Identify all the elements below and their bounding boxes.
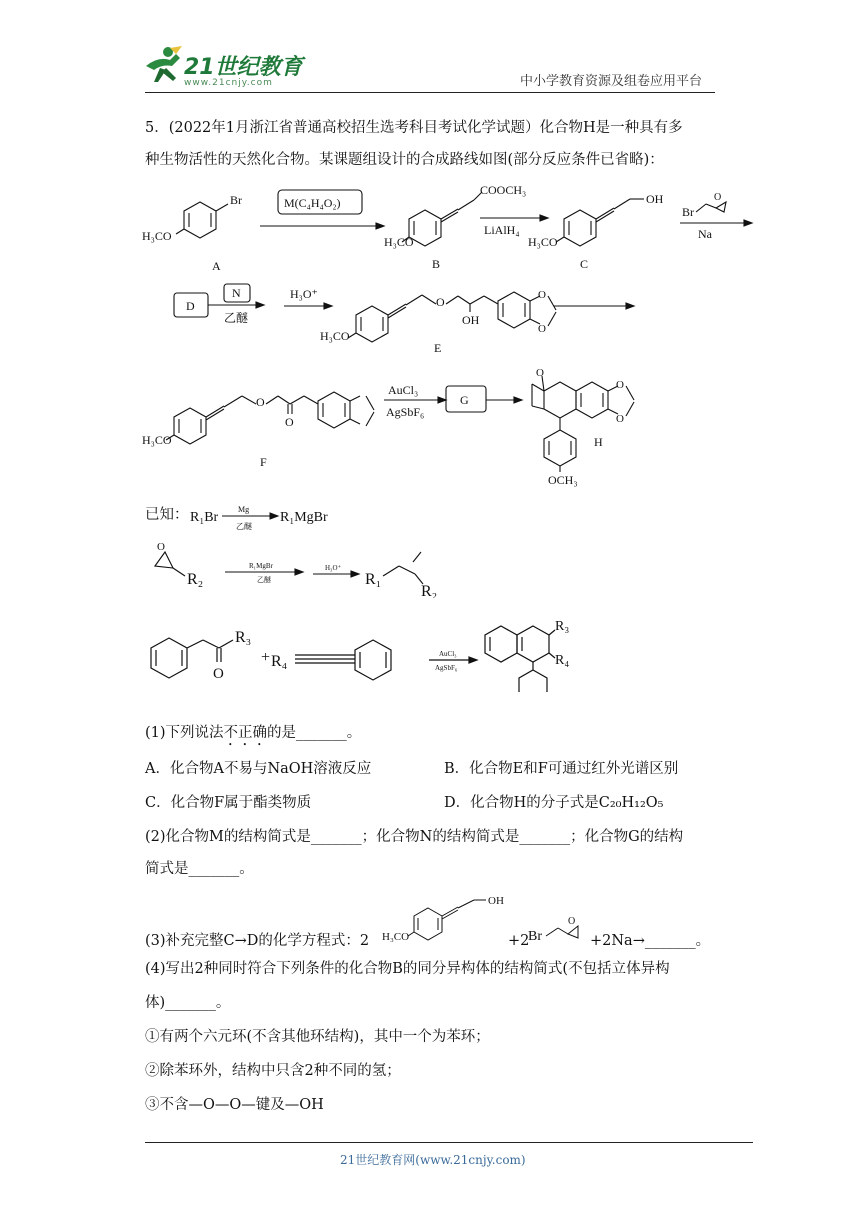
svg-text:R₃: R₃	[555, 619, 570, 634]
svg-text:O: O	[285, 415, 294, 429]
label-a: A	[212, 259, 221, 273]
svg-text:O: O	[256, 395, 265, 409]
svg-text:G: G	[460, 393, 469, 407]
compound-d-box	[174, 284, 264, 325]
svg-text:O: O	[213, 666, 224, 682]
compound-a-br: Br	[230, 193, 242, 207]
q1-emphasis: 不正确	[223, 725, 268, 741]
svg-text:AgSbF₆: AgSbF₆	[435, 664, 458, 672]
q1-option-c[interactable]: C．化合物F属于酯类物质	[145, 795, 312, 811]
reagent-epibromohydrin	[680, 192, 752, 241]
q4-line1: (4)写出2种同时符合下列条件的化合物B的同分异构体的结构简式(不包括立体异构	[145, 961, 670, 977]
svg-text:O: O	[616, 379, 624, 391]
svg-text:AuCl₃: AuCl₃	[388, 383, 419, 397]
svg-text:LiAlH₄: LiAlH₄	[484, 223, 520, 237]
footer-divider	[145, 1142, 753, 1143]
svg-text:O: O	[714, 192, 722, 203]
compound-a	[142, 193, 242, 273]
compound-e	[320, 289, 556, 355]
svg-text:R₁Br: R₁Br	[190, 510, 219, 525]
footer-text[interactable]: 21世纪教育网(www.21cnjy.com)	[340, 1153, 526, 1167]
question-intro-line2: 种生物活性的天然化合物。某课题组设计的合成路线如图(部分反应条件已省略)：	[145, 152, 664, 168]
svg-text:O: O	[538, 323, 546, 335]
label-h: H	[594, 435, 603, 449]
svg-text:R₁MgBr: R₁MgBr	[249, 562, 273, 570]
known-label: 已知：	[145, 507, 189, 523]
logo-text: 21世纪教育	[184, 55, 303, 80]
svg-text:H₃O⁺: H₃O⁺	[325, 564, 342, 572]
svg-text:Br: Br	[682, 205, 694, 219]
label-f: F	[260, 455, 267, 469]
svg-text:OH: OH	[488, 895, 504, 907]
svg-text:R₃: R₃	[235, 629, 252, 646]
compound-f	[142, 392, 374, 469]
svg-text:OCH₃: OCH₃	[548, 473, 578, 487]
q3-pre: (3)补充完整C→D的化学方程式：2	[145, 933, 370, 949]
synthesis-scheme	[140, 180, 760, 490]
svg-text:N: N	[232, 286, 241, 300]
q1-option-b[interactable]: B．化合物E和F可通过红外光谱区别	[444, 761, 679, 777]
svg-text:R₄: R₄	[271, 653, 288, 670]
svg-text:R₂: R₂	[187, 571, 204, 588]
q1-option-d[interactable]: D．化合物H的分子式是C₂₀H₁₂O₅	[444, 795, 664, 811]
known-reaction-3	[145, 612, 585, 692]
reagent-lialh4	[480, 215, 548, 237]
q1-stem: (1)下列说法不正确的是_______。	[145, 725, 362, 741]
reagent-aucl3	[384, 383, 446, 419]
compound-c	[528, 192, 664, 271]
label-e: E	[434, 341, 442, 355]
label-c: C	[580, 257, 589, 271]
svg-text:O: O	[157, 541, 165, 553]
svg-text:O: O	[436, 295, 445, 309]
svg-text:H₃CO: H₃CO	[142, 433, 172, 447]
q2-line2: 简式是_______。	[145, 861, 254, 877]
q3-mid: +2	[508, 933, 530, 949]
q1-option-a[interactable]: A．化合物A不易与NaOH溶液反应	[145, 761, 372, 777]
q3-epibromohydrin	[528, 912, 590, 952]
runner-logo-icon	[140, 44, 184, 86]
svg-text:乙醚: 乙醚	[236, 522, 252, 531]
q4-line2: 体)_______。	[145, 995, 231, 1011]
logo-url: www.21cnjy.com	[184, 78, 273, 88]
label-b: B	[432, 257, 441, 271]
svg-text:H₃CO: H₃CO	[382, 931, 410, 943]
svg-text:乙醚: 乙醚	[257, 576, 271, 584]
q4-condition-3: ③不含—O—O—键及—OH	[145, 1097, 324, 1113]
svg-text:OH: OH	[462, 313, 480, 327]
svg-text:R₂: R₂	[421, 583, 438, 598]
svg-text:乙醚: 乙醚	[224, 311, 249, 325]
svg-text:R₁: R₁	[365, 571, 382, 588]
svg-text:+: +	[261, 649, 271, 666]
compound-b-cooch3: COOCH₃	[480, 183, 527, 197]
q4-condition-2: ②除苯环外，结构中只含2种不同的氢；	[145, 1063, 401, 1079]
svg-text:R₁MgBr: R₁MgBr	[280, 510, 328, 525]
known-reaction-1	[190, 502, 410, 532]
compound-h	[532, 367, 634, 487]
q3-post: +2Na→_______。	[590, 933, 711, 949]
svg-text:H₃CO: H₃CO	[320, 329, 350, 343]
compound-a-ome: H₃CO	[142, 229, 172, 243]
question-intro-line1: 5．(2022年1月浙江省普通高校招生选考科目考试化学试题）化合物H是一种具有多	[145, 120, 683, 136]
q3-compound-c	[382, 892, 512, 952]
svg-text:OH: OH	[646, 192, 664, 206]
svg-text:Na: Na	[698, 227, 712, 241]
header-divider	[145, 92, 715, 93]
svg-text:D: D	[186, 299, 195, 313]
svg-text:O: O	[538, 289, 546, 301]
svg-text:Mg: Mg	[238, 505, 250, 514]
svg-text:R₄: R₄	[555, 653, 570, 668]
platform-title: 中小学教育资源及组卷应用平台	[520, 74, 703, 89]
reagent-m: M(C₄H₄O₂)	[284, 196, 341, 210]
svg-text:H₃O⁺: H₃O⁺	[290, 287, 318, 301]
svg-text:Br: Br	[528, 929, 542, 944]
svg-text:AgSbF₆: AgSbF₆	[386, 405, 425, 419]
reagent-m-box	[260, 190, 384, 229]
svg-text:O: O	[568, 916, 576, 927]
q4-condition-1: ①有两个六元环(不含其他环结构)，其中一个为苯环；	[145, 1029, 490, 1045]
compound-b-ome: H₃CO	[384, 235, 414, 249]
svg-text:AuCl₃: AuCl₃	[439, 650, 457, 658]
q2-line1: (2)化合物M的结构简式是_______；化合物N的结构简式是_______；化合物G的结构	[145, 829, 684, 845]
svg-text:H₃CO: H₃CO	[528, 235, 558, 249]
svg-text:O: O	[616, 413, 624, 425]
svg-text:O: O	[536, 367, 544, 379]
site-logo	[140, 44, 310, 92]
compound-g-box	[446, 386, 522, 412]
known-reaction-2	[145, 538, 465, 598]
reagent-h3o	[284, 287, 332, 309]
